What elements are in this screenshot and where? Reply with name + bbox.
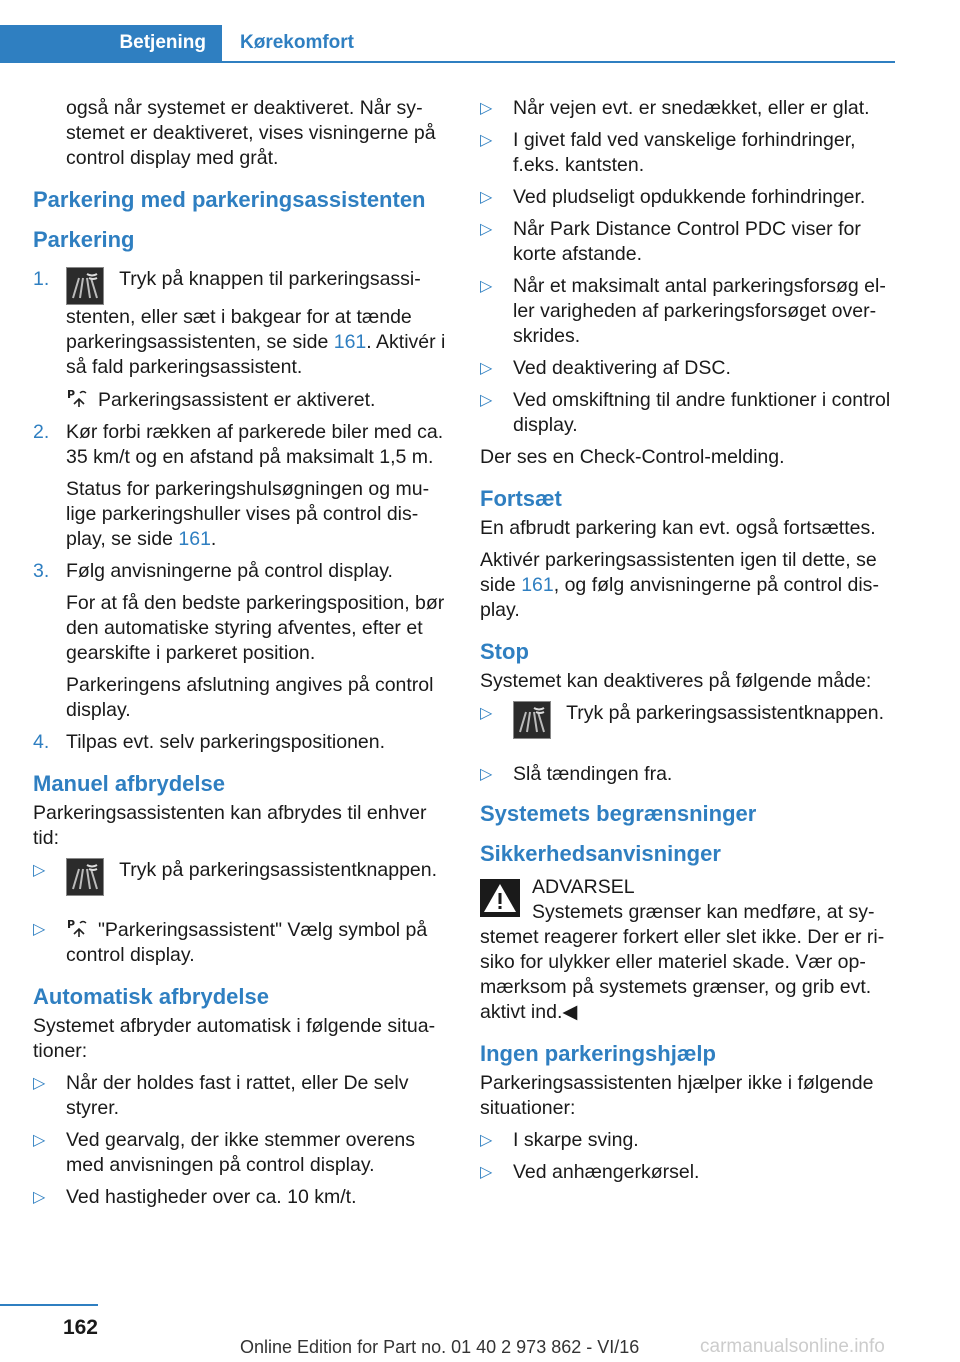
no-help-text: Parkeringsassistenten hjælper ikke i følgende situationer:: [480, 1072, 874, 1119]
list-item-text: "Parkeringsassistent" Vælg symbol på control display.: [66, 919, 428, 966]
section-tab-active: Betjening: [0, 25, 222, 61]
section-tab-inactive: Kørekomfort: [240, 32, 355, 53]
list-item: ▷ Når der holdes fast i rattet, eller De selv styrer.: [33, 1072, 409, 1119]
step-subtext: Parkeringsassistent er aktiveret.: [98, 389, 376, 411]
triangle-bullet-icon: ▷: [480, 189, 493, 206]
warning-triangle-icon: [480, 879, 520, 917]
list-item: ▷ Når Park Distance Control PDC viser for korte afstande.: [480, 218, 861, 265]
parking-assistant-button-icon: [513, 701, 551, 739]
svg-text:P: P: [67, 388, 76, 401]
step-number: 4.: [33, 731, 50, 753]
step-text: Kør forbi rækken af parkerede biler med ca. 35 km/t og en afstand på maksimalt 1,5 m.: [66, 421, 444, 468]
list-item: ▷ Ved omskiftning til andre funktioner i control display.: [480, 389, 891, 436]
page-number: 162: [62, 1316, 98, 1339]
triangle-bullet-icon: ▷: [33, 1075, 46, 1092]
step-item: [33, 730, 448, 755]
heading-continue: Fortsæt: [480, 486, 562, 511]
heading-auto-stop: Automatisk afbrydelse: [33, 984, 269, 1009]
warning-text: Systemets grænser kan medføre, at systemet reagerer forkert eller slet ikke. Der er risiko for ulykker eller materiel skade. Vær opmærksom på systemets grænser, og grib evt. aktivt ind.◀: [480, 901, 885, 1023]
step-item: 2. Kør forbi rækken af parkerede biler med ca. 35 km/t og en afstand på maksimalt 1,5 m. Status for parkeringshulsøgningen og mulige parkeringshuller vises på control display, se side 161.: [33, 420, 448, 552]
triangle-bullet-icon: ▷: [480, 100, 493, 117]
manual-list: [33, 858, 448, 968]
heading-safety: Sikkerhedsanvisninger: [480, 841, 721, 866]
continue-text-2: Aktivér parkeringsassistenten igen til dette, se side: [480, 549, 877, 596]
triangle-bullet-icon: ▷: [480, 360, 493, 377]
situations-list: [480, 96, 895, 438]
svg-text:P: P: [67, 918, 76, 931]
triangle-bullet-icon: ▷: [480, 278, 493, 295]
step-text: Tilpas evt. selv parkeringspositionen.: [66, 731, 386, 753]
intro-text: også når systemet er deaktiveret. Når systemet er deaktiveret, vises visningerne på control display med gråt.: [66, 97, 436, 169]
triangle-bullet-icon: ▷: [480, 1164, 493, 1181]
list-item: ▷ Ved pludseligt opdukkende forhindringer.: [480, 186, 866, 208]
list-item-text: Tryk på parkeringsassistentknappen.: [119, 859, 438, 881]
parking-assistant-symbol-icon: [66, 387, 88, 409]
parking-assistant-button-icon: [66, 858, 104, 896]
triangle-bullet-icon: ▷: [33, 1132, 46, 1149]
triangle-bullet-icon: ▷: [33, 862, 46, 879]
triangle-bullet-icon: ▷: [480, 221, 493, 238]
continue-text: En afbrudt parkering kan evt. også fortsættes.: [480, 517, 876, 539]
list-item: [33, 917, 448, 968]
step-subtext: Status for parkeringshulsøgningen og mulige parkeringshuller vises på control display, se side: [66, 478, 430, 550]
list-item: ▷ Slå tændingen fra.: [480, 763, 673, 785]
triangle-bullet-icon: ▷: [480, 705, 493, 722]
step-text: Følg anvisningerne på control display.: [66, 560, 393, 582]
step-number: 2.: [33, 421, 50, 443]
step-number: 1.: [33, 268, 50, 290]
triangle-bullet-icon: ▷: [480, 766, 493, 783]
step-item: [33, 559, 448, 723]
no-help-list: [480, 1128, 895, 1185]
list-item: ▷ Ved deaktivering af DSC.: [480, 357, 731, 379]
step-item: 1. Tryk på knappen til parkeringsassistenten, eller sæt i bakgear for at tænde parkeringsassistenten, se side 161. Aktivér i så fald parkeringsassistent. P Parkeringsassistent er aktiveret.: [33, 268, 446, 411]
warning-title: ADVARSEL: [532, 876, 635, 898]
page-link[interactable]: 161: [521, 574, 554, 596]
step-subtext: Parkeringens afslutning angives på control display.: [66, 674, 434, 721]
parking-assistant-button-icon: [66, 267, 104, 305]
heading-manual-stop: Manuel afbrydelse: [33, 771, 225, 796]
check-control-text: Der ses en Check-Control-melding.: [480, 446, 785, 468]
step-text: Tryk på knappen til parkeringsassistenten, eller sæt i bakgear for at tænde parkeringsassistenten, se side: [66, 268, 421, 353]
footer-divider: [0, 1304, 98, 1306]
page-link[interactable]: 161: [333, 331, 367, 353]
heading-no-parking-help: Ingen parkeringshjælp: [480, 1041, 716, 1066]
triangle-bullet-icon: ▷: [33, 1189, 46, 1206]
parking-steps: [33, 267, 448, 755]
step-subtext: For at få den bedste parkeringsposition, bør den automatiske styring afventes, efter et gearskifte i parkeret position.: [66, 592, 445, 664]
heading-parking-assistant: Parkering med parkeringsassistenten: [33, 187, 426, 212]
stop-list: [480, 701, 895, 787]
stop-text: Systemet kan deaktiveres på følgende måde:: [480, 670, 872, 692]
auto-list: [33, 1071, 448, 1210]
triangle-bullet-icon: ▷: [480, 392, 493, 409]
heading-system-limits: Systemets begrænsninger: [480, 801, 757, 826]
edition-text: Online Edition for Part no. 01 40 2 973 862 - VI/16: [240, 1337, 640, 1357]
heading-stop: Stop: [480, 639, 529, 664]
auto-text: Systemet afbryder automatisk i følgende situationer:: [33, 1015, 436, 1062]
list-item-text: Tryk på parkeringsassistentknappen.: [566, 702, 885, 724]
page-header: [0, 25, 895, 63]
triangle-bullet-icon: ▷: [480, 132, 493, 149]
list-item: [480, 701, 895, 755]
triangle-bullet-icon: ▷: [480, 1132, 493, 1149]
manual-text: Parkeringsassistenten kan afbrydes til enhver tid:: [33, 802, 427, 849]
parking-assistant-symbol-icon: [66, 917, 88, 939]
list-item: ▷ Ved gearvalg, der ikke stemmer overens med anvisningen på control display.: [33, 1129, 416, 1176]
list-item: ▷ Når et maksimalt antal parkeringsforsøg eller varigheden af parkeringsforsøget overskrides.: [480, 275, 886, 347]
watermark: carmanualsonline.info: [700, 1336, 885, 1357]
list-item: [33, 858, 448, 910]
list-item: ▷ I skarpe sving.: [480, 1129, 639, 1151]
left-column: [33, 96, 448, 1217]
triangle-bullet-icon: ▷: [33, 921, 46, 938]
list-item: ▷ Ved anhængerkørsel.: [480, 1161, 700, 1183]
step-number: 3.: [33, 560, 50, 582]
warning-block: [480, 875, 895, 1025]
list-item: ▷ I givet fald ved vanskelige forhindringer, f.eks. kantsten.: [480, 129, 856, 176]
heading-parking: Parkering: [33, 227, 135, 252]
list-item: ▷ Ved hastigheder over ca. 10 km/t.: [33, 1186, 357, 1208]
list-item: ▷ Når vejen evt. er snedækket, eller er glat.: [480, 97, 870, 119]
right-column: ▷ Når vejen evt. er snedækket, eller er glat. ▷ I givet fald ved vanskelige forhindringer, f.eks. kantsten. ▷ Ved pludseligt opdukkende forhindringer. ▷ Når Park Distance Control PDC viser for korte afstande. ▷ Når et maksimalt antal parkeringsforsøg eller varigheden af parkeringsforsøget overskrides. ▷ Ved deaktivering af DSC. ▷ Ved omskiftning til andre funktioner i control display. Der ses en Check-Control-melding. Fortsæt En afbrudt parkering kan evt. også fortsættes. Aktivér parkeringsassistenten igen til dette, se side 161, og følg anvisningerne på control display. Stop Systemet kan deaktiveres på følgende måde: ▷ Tryk på parkeringsassistentknappen. ▷ Slå tændingen fra. Systemets begrænsninger Sikkerhedsanvisninger ADVARSEL Systemets grænser kan medføre, at systemet reagerer forkert eller slet ikke. Der er risiko for ulykker eller materiel skade. Vær opmærksom på systemets grænser, og grib evt. aktivt ind.◀ Ingen parkeringshjælp Parkeringsassistenten hjælper ikke i følgende situationer: ▷ I skarpe sving. ▷ Ved anhængerkørsel.: [480, 96, 895, 1192]
page-link[interactable]: 161: [178, 528, 211, 550]
